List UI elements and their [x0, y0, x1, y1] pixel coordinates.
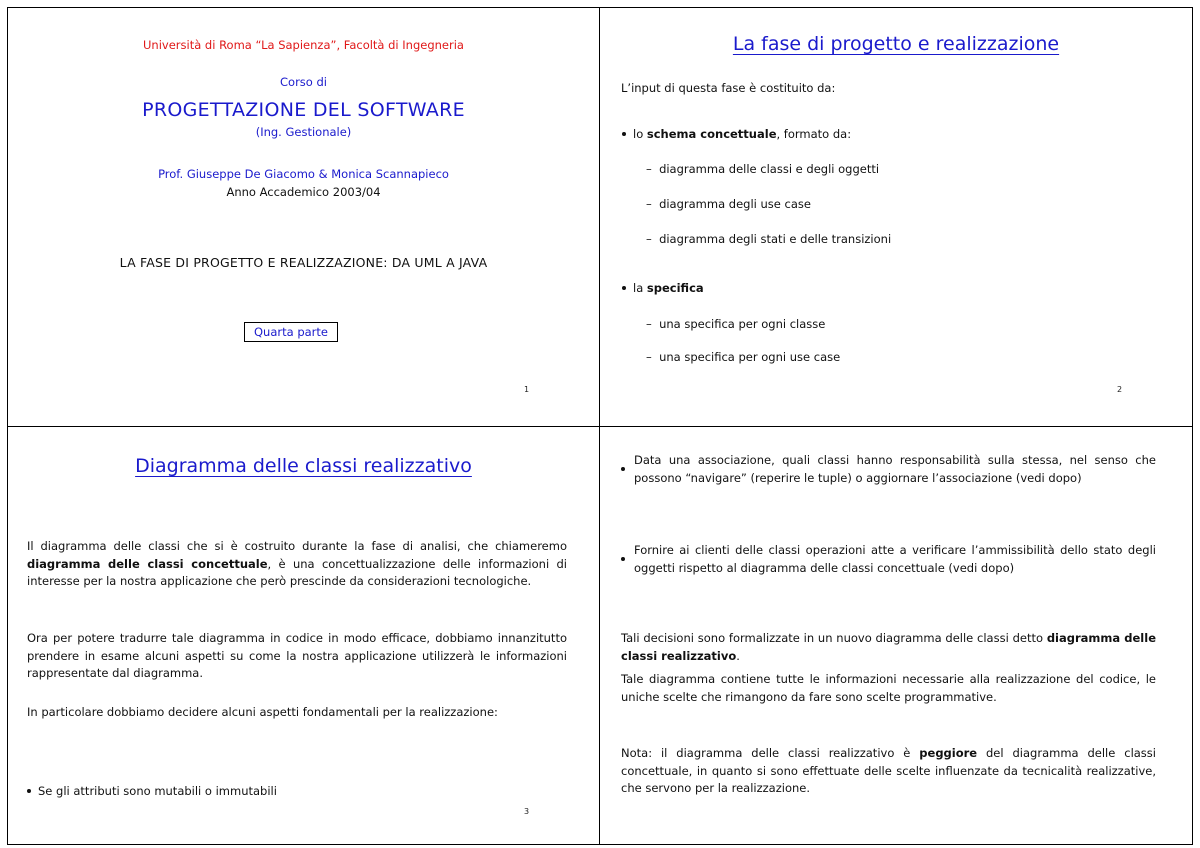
subitem: – una specifica per ogni classe: [646, 317, 826, 331]
paragraph: In particolare dobbiamo decidere alcuni aspetti fondamentali per la realizzazione:: [27, 705, 498, 719]
paragraph: Ora per potere tradurre tale diagramma in codice in modo efficace, dobbiamo innanzitutto prendere in esame alcuni aspetti su come la nostra applicazione utilizzerà le informazioni rappresentate dal diagramma.: [27, 631, 567, 680]
course-label: Corso di: [280, 75, 327, 89]
bullet-item: Se gli attributi sono mutabili o immutabili: [27, 783, 277, 800]
academic-year: Anno Accademico 2003/04: [226, 185, 381, 199]
page-number: 2: [1117, 385, 1123, 394]
slide-1: [7, 7, 600, 427]
bullet-icon-wrap: [621, 459, 635, 478]
page-number: 3: [524, 807, 530, 816]
bullet-item: Fornire ai clienti delle classi operazioni atte a verificare l’ammissibilità dello stato degli oggetti rispetto al diagramma delle classi concettuale (vedi dopo): [634, 543, 1156, 575]
slide-title: La fase di progetto e realizzazione: [732, 33, 1060, 55]
slide-3: [7, 426, 600, 845]
slide-4: [599, 426, 1193, 845]
subitem: – diagramma degli use case: [646, 197, 811, 211]
paragraph: Nota: il diagramma delle classi realizzativo è peggiore del diagramma delle classi concettuale, in quanto si sono effettuate delle scelte influenzate da tecnicalità realizzative, che servono per la realizzazione.: [621, 746, 1156, 795]
bullet-icon-wrap: [621, 549, 635, 568]
paragraph: Tali decisioni sono formalizzate in un nuovo diagramma delle classi detto diagramma delle classi realizzativo.: [621, 631, 1156, 663]
bullet-icon: [27, 789, 31, 793]
subitem: – diagramma delle classi e degli oggetti: [646, 162, 880, 176]
bullet-bold: specifica: [646, 281, 704, 295]
slide-title: Diagramma delle classi realizzativo: [135, 455, 472, 477]
bullet-bold: schema concettuale: [646, 127, 777, 141]
bullet-suffix: , formato da:: [776, 127, 852, 141]
course-subtitle: (Ing. Gestionale): [255, 125, 352, 139]
course-title: PROGETTAZIONE DEL SOFTWARE: [142, 99, 465, 121]
subitem: – diagramma degli stati e delle transizioni: [646, 232, 892, 246]
bullet-prefix: lo: [633, 127, 647, 141]
bullet-icon: [621, 557, 625, 561]
professors: Prof. Giuseppe De Giacomo & Monica Scannapieco: [158, 167, 449, 181]
bullet-icon: [621, 467, 625, 471]
bullet-specifica: [622, 280, 704, 297]
bullet-item: Data una associazione, quali classi hanno responsabilità sulla stessa, nel senso che possono “navigare” (reperire le tuple) o aggiornare l’associazione (vedi dopo): [634, 453, 1156, 485]
paragraph: Tale diagramma contiene tutte le informazioni necessarie alla realizzazione del codice, le uniche scelte che rimangono da fare sono scelte programmative.: [621, 672, 1156, 704]
slide-2: [599, 7, 1193, 427]
subitem: – una specifica per ogni use case: [646, 350, 841, 364]
page-number: 1: [524, 385, 530, 394]
bullet-icon: [622, 132, 626, 136]
paragraph: Il diagramma delle classi che si è costruito durante la fase di analisi, che chiameremo diagramma delle classi concettuale, è una concettualizzazione delle informazioni di interesse per la nostra applicazione che però prescinde da considerazioni tecnologiche.: [27, 539, 567, 588]
part-label: Quarta parte: [254, 325, 328, 339]
part-label-box: [244, 322, 338, 342]
intro-text: L’input di questa fase è costituito da:: [621, 81, 836, 95]
bullet-schema: [622, 126, 851, 143]
bullet-icon: [622, 286, 626, 290]
bullet-prefix: la: [633, 281, 647, 295]
topic-heading: LA FASE DI PROGETTO E REALIZZAZIONE: DA UML A JAVA: [119, 255, 488, 270]
university-name: Università di Roma “La Sapienza”, Facoltà di Ingegneria: [143, 38, 464, 52]
